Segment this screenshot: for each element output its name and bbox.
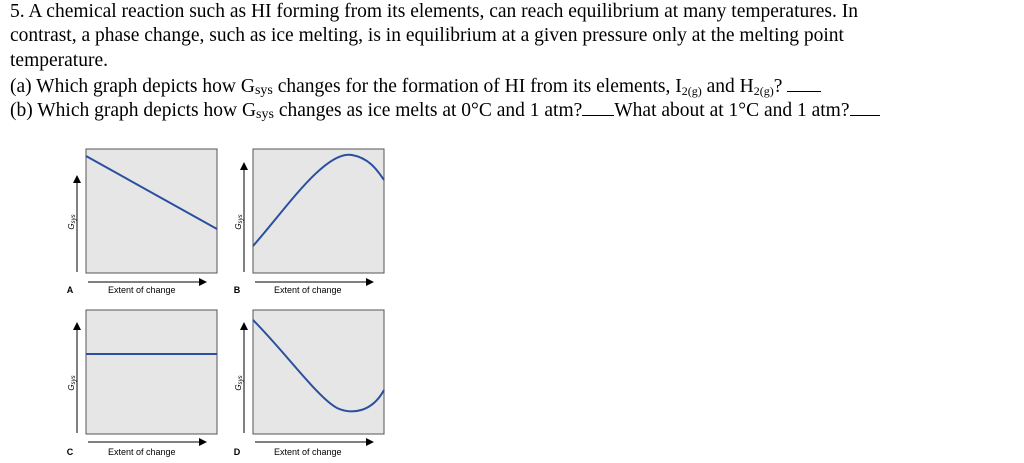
- part-a-end: ?: [773, 75, 783, 97]
- part-a-mid: changes for the formation of HI from its elements, I: [272, 75, 682, 97]
- graph-b-panel: [253, 149, 384, 273]
- graph-a-letter: A: [66, 285, 74, 295]
- graph-b-y-label: Gsys: [234, 214, 244, 230]
- graph-d-panel: [253, 310, 384, 434]
- question-line-2: contrast, a phase change, such as ice melting, is in equilibrium at a given pressure only at the melting point: [10, 25, 844, 47]
- part-a-prefix: (a) Which graph depicts how G: [10, 75, 255, 97]
- part-a-sys-sub: sys: [254, 82, 273, 98]
- part-a-i2-sub: 2(g): [681, 83, 702, 98]
- graph-d: [234, 310, 384, 457]
- question-line-1: 5. A chemical reaction such as HI forming from its elements, can reach equilibrium at many temperatures. In: [10, 1, 858, 22]
- graph-b-x-label: Extent of change: [274, 285, 342, 295]
- graph-c-y-label: Gsys: [67, 375, 77, 391]
- part-b-prefix: (b) Which graph depicts how G: [10, 100, 257, 122]
- question-line-3: temperature.: [10, 49, 108, 71]
- graph-b: [234, 149, 384, 295]
- part-b-sys-sub: sys: [256, 107, 274, 123]
- graph-d-x-label: Extent of change: [274, 447, 342, 457]
- part-b-mid2: What about at 1°C and 1 atm?: [614, 100, 850, 122]
- graph-d-letter: D: [233, 447, 241, 457]
- graph-b-letter: B: [233, 285, 241, 295]
- graph-c-x-label: Extent of change: [108, 447, 176, 457]
- graph-a-x-label: Extent of change: [108, 285, 176, 295]
- graph-a-y-label: Gsys: [67, 214, 77, 230]
- part-a-h2-sub: 2(g): [753, 83, 774, 98]
- graph-c: [67, 310, 217, 457]
- graph-c-letter: C: [66, 447, 74, 457]
- part-b-mid: changes as ice melts at 0°C and 1 atm?: [273, 100, 583, 122]
- graph-d-y-label: Gsys: [234, 375, 244, 391]
- graph-c-panel: [86, 310, 217, 434]
- part-a-and: and H: [701, 75, 754, 97]
- graph-a: [67, 149, 217, 295]
